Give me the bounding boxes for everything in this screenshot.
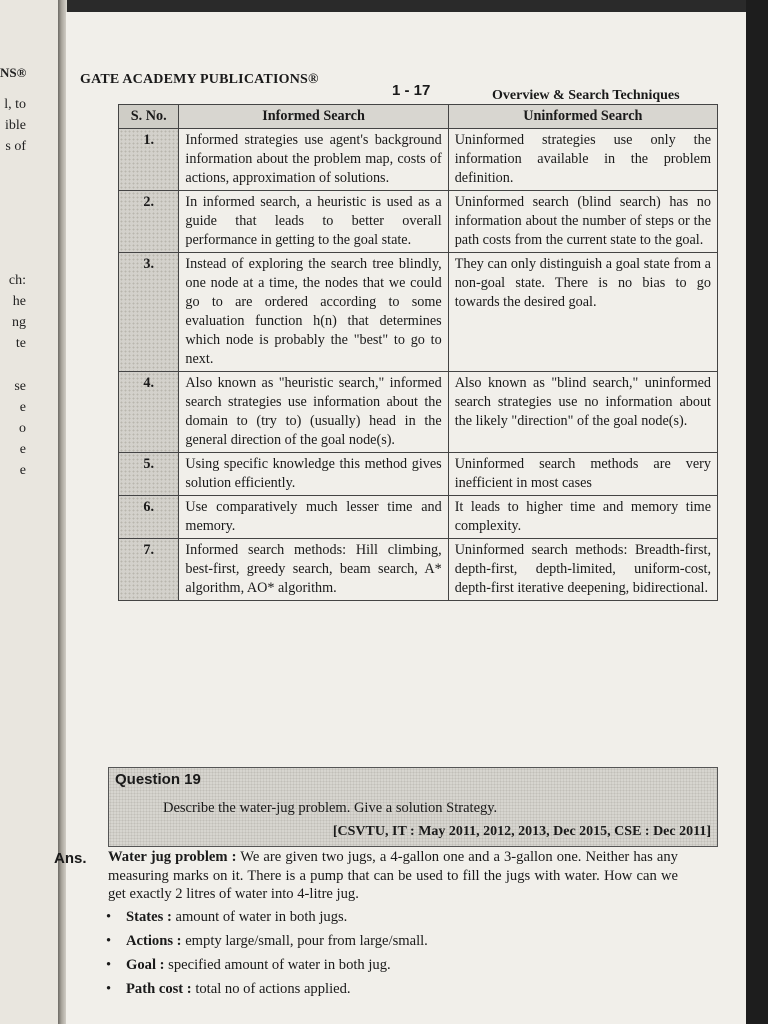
question-box — [108, 767, 718, 847]
question-title: Question 19 — [115, 771, 201, 788]
item-term: Path cost : — [126, 981, 192, 997]
table-row — [119, 496, 718, 539]
question-text: Describe the water-jug problem. Give a solution Strategy. — [163, 800, 498, 816]
bullet-icon: • — [106, 933, 112, 949]
uninformed-cell: Uninformed search methods are very inefficient in most cases — [448, 453, 717, 496]
row-number: 2. — [119, 191, 179, 253]
informed-cell: In informed search, a heuristic is used as a guide that leads to better overall performance in getting to the goal state. — [179, 191, 448, 253]
left-page-fragment: se — [14, 379, 26, 394]
left-page-fragment: e — [19, 442, 26, 457]
left-page-fragment: ng — [12, 315, 26, 330]
row-number: 5. — [119, 453, 179, 496]
uninformed-cell: Uninformed search methods: Breadth-first, depth-first, depth-limited, uniform-cost, depth-first iterative deepening, bidirectional. — [448, 539, 717, 601]
informed-cell: Informed search methods: Hill climbing, best-first, greedy search, beam search, A* algorithm, AO* algorithm. — [179, 539, 448, 601]
left-page-fragment: te — [15, 336, 26, 351]
bullet-icon: • — [106, 909, 112, 925]
answer-intro-term: Water jug problem : — [108, 849, 237, 865]
section-title: Overview & Search Techniques — [492, 88, 680, 103]
left-page-fragment: o — [19, 421, 26, 436]
column-header-informed: Informed Search — [179, 105, 448, 129]
left-page-fragment: ible — [5, 118, 26, 133]
left-facing-page — [0, 0, 60, 1024]
list-item — [100, 909, 660, 933]
publisher-header: GATE ACADEMY PUBLICATIONS® — [80, 72, 319, 87]
list-item — [100, 981, 660, 1005]
informed-cell: Also known as "heuristic search," informed search strategies use information about the domain to (try to) (usually) head in the general direction of the goal node(s). — [179, 372, 448, 453]
page-number: 1 - 17 — [392, 82, 431, 99]
informed-cell: Use comparatively much lesser time and memory. — [179, 496, 448, 539]
left-page-fragment: s of — [5, 139, 26, 154]
table-row — [119, 372, 718, 453]
table-row — [119, 191, 718, 253]
left-page-fragment: l, to — [4, 97, 26, 112]
item-text: amount of water in both jugs. — [171, 909, 348, 925]
left-page-fragment: ch: — [8, 273, 26, 288]
row-number: 1. — [119, 129, 179, 191]
table-header-row — [119, 105, 718, 129]
left-page-fragment: e — [19, 463, 26, 478]
left-page-fragment: NS® — [0, 65, 27, 80]
answer-intro-text: We are given two jugs, a 4-gallon one and a 3-gallon one. Neither has any measuring marks on it. There is a pump that can be used to fill the jugs with water. How can we get exactly 2 litres of water into 4-litre jug. — [108, 849, 678, 902]
uninformed-cell: They can only distinguish a goal state from a non-goal state. There is no bias to go towards the desired goal. — [448, 253, 717, 372]
list-item — [100, 933, 660, 957]
column-header-sno: S. No. — [119, 105, 179, 129]
table-row — [119, 129, 718, 191]
item-term: States : — [126, 909, 172, 925]
item-text: empty large/small, pour from large/small. — [181, 933, 428, 949]
table-row — [119, 453, 718, 496]
answer-intro — [108, 848, 678, 904]
item-text: total no of actions applied. — [191, 981, 351, 997]
item-term: Goal : — [126, 957, 165, 973]
uninformed-cell: It leads to higher time and memory time complexity. — [448, 496, 717, 539]
row-number: 6. — [119, 496, 179, 539]
row-number: 4. — [119, 372, 179, 453]
table-row — [119, 253, 718, 372]
bullet-icon: • — [106, 957, 112, 973]
uninformed-cell: Also known as "blind search," uninformed search strategies use no information about the likely "direction" of the goal node(s). — [448, 372, 717, 453]
answer-label: Ans. — [54, 850, 87, 867]
bullet-icon: • — [106, 981, 112, 997]
informed-cell: Informed strategies use agent's background information about the problem map, costs of actions, approximation of solutions. — [179, 129, 448, 191]
informed-cell: Instead of exploring the search tree blindly, one node at a time, the nodes that we could go to are ordered according to some evaluation function h(n) that determines which node is probably the "best" to go to next. — [179, 253, 448, 372]
scan-edge — [746, 0, 768, 1024]
table-row — [119, 539, 718, 601]
left-page-fragment: e — [19, 400, 26, 415]
item-text: specified amount of water in both jug. — [164, 957, 391, 973]
uninformed-cell: Uninformed strategies use only the information available in the problem definition. — [448, 129, 717, 191]
comparison-table — [118, 104, 718, 601]
list-item — [100, 957, 660, 981]
left-page-fragment: he — [12, 294, 26, 309]
answer-bullet-list — [100, 909, 660, 1005]
column-header-uninformed: Uninformed Search — [448, 105, 717, 129]
item-term: Actions : — [126, 933, 182, 949]
book-page — [54, 12, 758, 1024]
informed-cell: Using specific knowledge this method gives solution efficiently. — [179, 453, 448, 496]
question-reference: [CSVTU, IT : May 2011, 2012, 2013, Dec 2015, CSE : Dec 2011] — [332, 824, 711, 839]
row-number: 3. — [119, 253, 179, 372]
uninformed-cell: Uninformed search (blind search) has no information about the number of steps or the path costs from the current state to the goal. — [448, 191, 717, 253]
row-number: 7. — [119, 539, 179, 601]
